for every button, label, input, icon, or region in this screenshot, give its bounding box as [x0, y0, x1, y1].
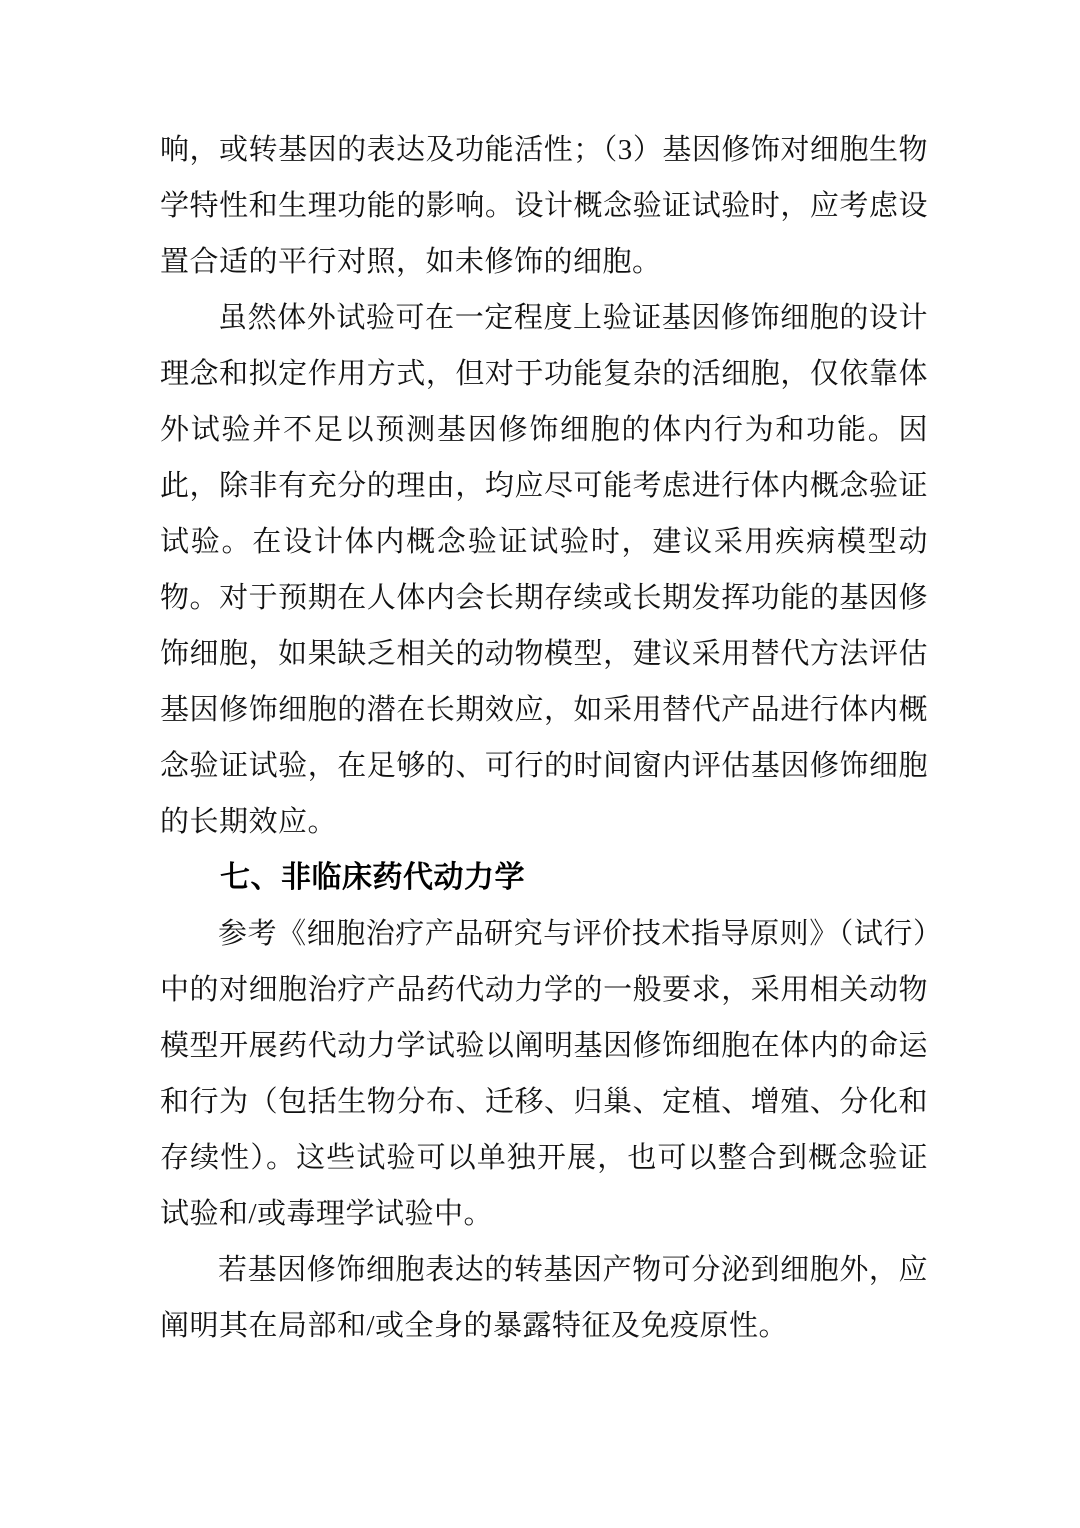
paragraph-pharmacokinetics-reference: 参考《细胞治疗产品研究与评价技术指导原则》（试行）中的对细胞治疗产品药代动力学的一般要求，采用相关动物模型开展药代动力学试验以阐明基因修饰细胞在体内的命运和行为（包括生物分布、迁移、归巢、定植、增殖、分化和存续性）。这些试验可以单独开展，也可以整合到概念验证试验和/或毒理学试验中。	[160, 918, 928, 1230]
paragraph-transgene-product-exposure: 若基因修饰细胞表达的转基因产物可分泌到细胞外，应阐明其在局部和/或全身的暴露特征及免疫原性。	[160, 1254, 928, 1342]
section-heading-nonclinical-pharmacokinetics: 七、非临床药代动力学	[220, 861, 525, 894]
paragraph-continuation: 响，或转基因的表达及功能活性；（3）基因修饰对细胞生物学特性和生理功能的影响。设计概念验证试验时，应考虑设置合适的平行对照，如未修饰的细胞。	[160, 134, 928, 278]
document-text-block	[160, 122, 928, 1354]
paragraph-in-vitro-in-vivo: 虽然体外试验可在一定程度上验证基因修饰细胞的设计理念和拟定作用方式，但对于功能复杂的活细胞，仅依靠体外试验并不足以预测基因修饰细胞的体内行为和功能。因此，除非有充分的理由，均应尽可能考虑进行体内概念验证试验。在设计体内概念验证试验时，建议采用疾病模型动物。对于预期在人体内会长期存续或长期发挥功能的基因修饰细胞，如果缺乏相关的动物模型，建议采用替代方法评估基因修饰细胞的潜在长期效应，如采用替代产品进行体内概念验证试验，在足够的、可行的时间窗内评估基因修饰细胞的长期效应。	[160, 302, 928, 838]
